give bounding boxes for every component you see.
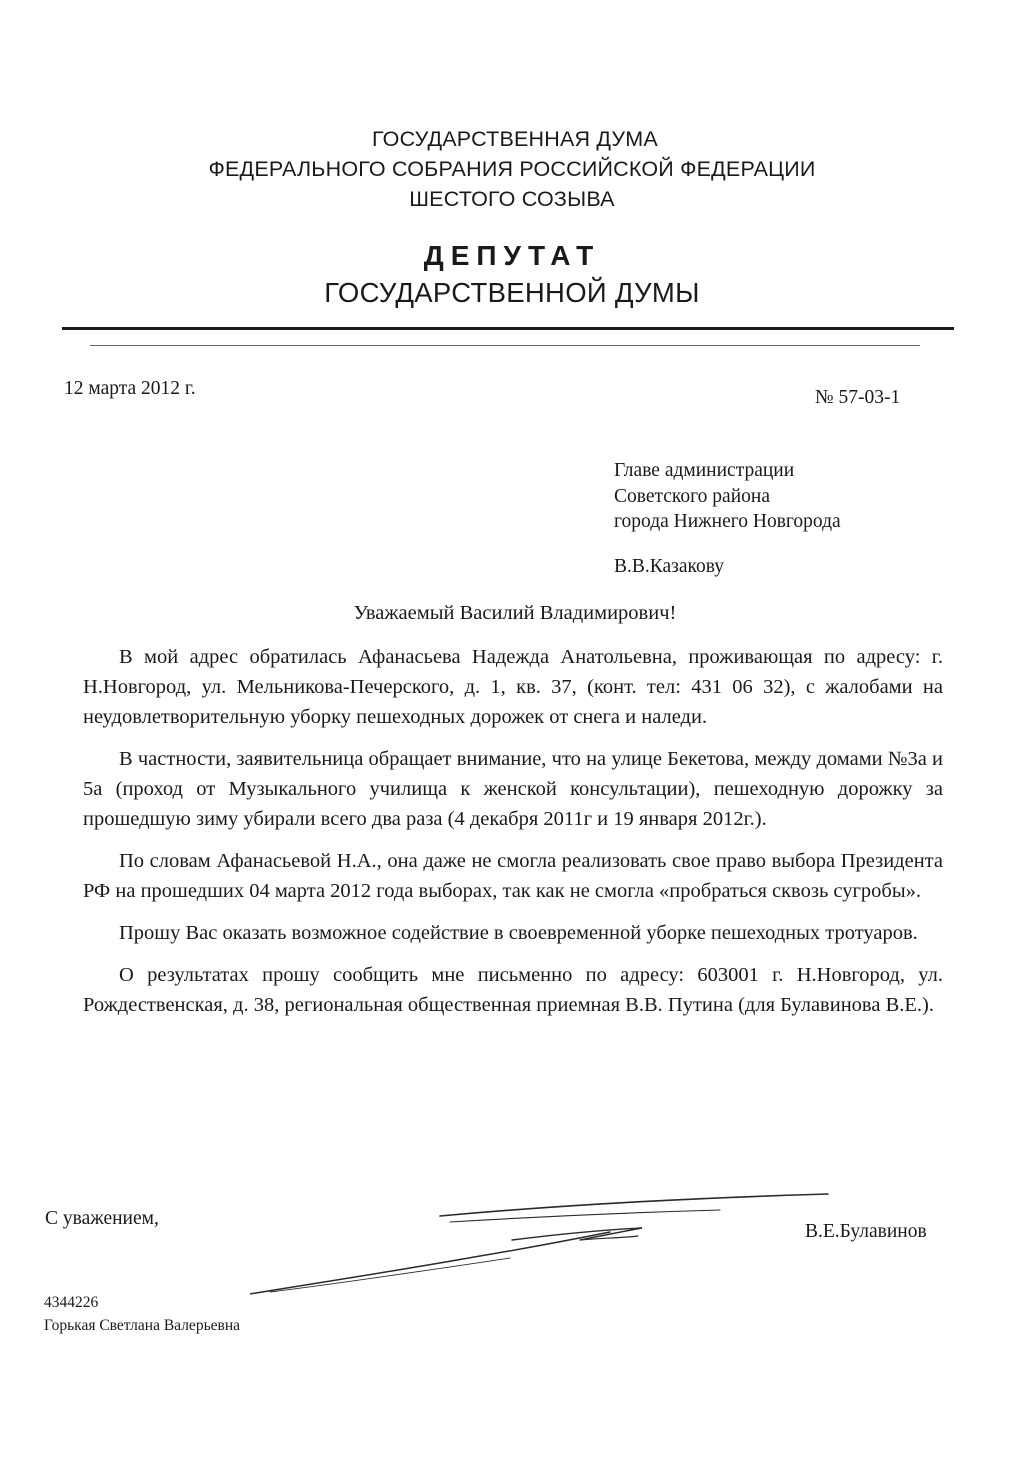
header-rule-thick <box>62 327 954 330</box>
letter-number: № 57-03-1 <box>815 387 901 408</box>
deputy-title: ДЕПУТАТ <box>423 240 601 271</box>
body-paragraph-4: Прошу Вас оказать возможное содействие в своевременной уборке пешеходных тротуаров. <box>119 922 918 944</box>
signer-name: В.Е.Булавинов <box>805 1221 927 1242</box>
letterhead <box>0 124 1024 312</box>
letterhead-line-2: ФЕДЕРАЛЬНОГО СОБРАНИЯ РОССИЙСКОЙ ФЕДЕРАЦИИ <box>208 157 816 181</box>
addressee-line-1: Главе администрации <box>614 460 795 481</box>
body-paragraph-3: По словам Афанасьевой Н.А., она даже не смогла реализовать свое право выбора Президента РФ на прошедших 04 марта 2012 года выборах, так как не смогла «пробраться сквозь сугробы». <box>83 850 943 902</box>
salutation: Уважаемый Василий Владимирович! <box>353 602 677 624</box>
header-rule-thin <box>90 345 920 346</box>
addressee-line-3: города Нижнего Новгорода <box>614 511 841 532</box>
addressee-name: В.В.Казакову <box>614 556 725 577</box>
addressee-line-2: Советского района <box>614 485 770 507</box>
letterhead-line-3: ШЕСТОГО СОЗЫВА <box>409 187 615 211</box>
letter-body <box>83 642 943 1032</box>
addressee-block <box>614 458 841 535</box>
body-paragraph-5: О результатах прошу сообщить мне письменно по адресу: 603001 г. Н.Новгород, ул. Рождественская, д. 38, региональная общественная приемная В.В. Путина (для Булавинова В.Е.). <box>83 964 943 1016</box>
letter-date: 12 марта 2012 г. <box>64 378 196 399</box>
body-paragraph-1: В мой адрес обратилась Афанасьева Надежда Анатольевна, проживающая по адресу: г. Н.Новгород, ул. Мельникова-Печерского, д. 1, кв. 37, (конт. тел: 431 06 32), с жалобами на неудовлетворительную уборку пешеходных дорожек от снега и наледи. <box>83 646 943 728</box>
executor-name: Горькая Светлана Валерьевна <box>44 1317 241 1334</box>
letterhead-line-1: ГОСУДАРСТВЕННАЯ ДУМА <box>372 127 658 151</box>
deputy-subtitle: ГОСУДАРСТВЕННОЙ ДУМЫ <box>324 277 700 308</box>
executor-phone: 4344226 <box>44 1294 99 1311</box>
handwritten-signature <box>250 1188 840 1298</box>
closing-regards: С уважением, <box>45 1208 159 1229</box>
body-paragraph-2: В частности, заявительница обращает внимание, что на улице Бекетова, между домами №3а и 5а (проход от Музыкального училища к женской консультации), пешеходную дорожку за прошедшую зиму убирали всего два раза (4 декабря 2011г и 19 января 2012г.). <box>83 748 943 830</box>
